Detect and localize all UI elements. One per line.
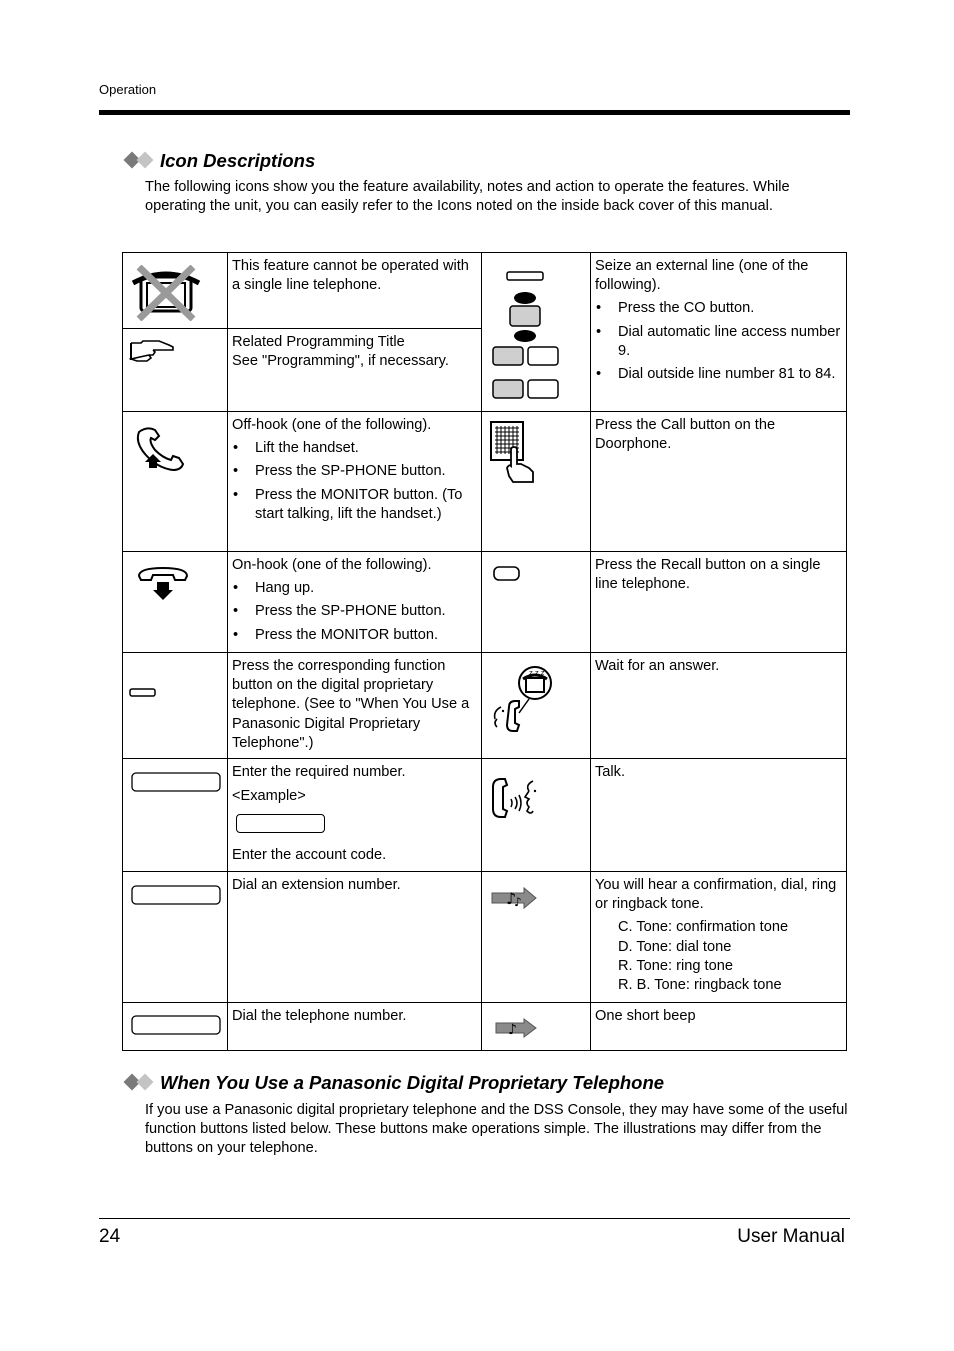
icon-cell	[482, 872, 591, 1003]
description-cell	[228, 872, 482, 1003]
on-hook-icon	[135, 564, 191, 602]
description-cell	[591, 552, 847, 653]
cell-text: Dial an extension number.	[232, 877, 401, 893]
cell-title: You will hear a confirmation, dial, ring or ringback tone.	[595, 877, 837, 913]
table-row	[123, 253, 847, 329]
section-intro: The following icons show you the feature availability, notes and action to operate the features. While operating the unit, you can easily refer to the Icons noted on the inside back cover of this manual.	[145, 179, 790, 215]
icon-cell	[123, 552, 228, 653]
svg-text:♪: ♪	[506, 889, 517, 908]
cell-title: Off-hook (one of the following).	[232, 417, 432, 433]
description-cell	[228, 1003, 482, 1051]
list-item: • Dial outside line number 81 to 84.	[595, 365, 842, 384]
list-item: • Press the MONITOR button.	[232, 626, 477, 645]
page-number: 24	[99, 1226, 121, 1247]
table-row	[123, 759, 847, 872]
pointing-hand-icon	[129, 339, 175, 363]
icon-cell	[482, 412, 591, 552]
confirmation-tone-icon	[490, 886, 538, 910]
icon-cell	[482, 253, 591, 412]
header-rule	[99, 110, 850, 115]
table-row	[123, 412, 847, 552]
telephone-number-box-icon	[131, 1015, 223, 1037]
cell-text: Press the Recall button on a single line telephone.	[595, 557, 821, 593]
function-button-icon	[129, 687, 157, 699]
table-row	[123, 872, 847, 1003]
footer-rule	[99, 1218, 850, 1219]
icon-descriptions-table	[122, 252, 847, 1051]
cell-line: See "Programming", if necessary.	[232, 353, 449, 370]
example-label: <Example>	[232, 788, 306, 805]
list-item: D. Tone: dial tone	[618, 938, 732, 955]
list-item: • Lift the handset.	[232, 439, 477, 458]
icon-cell	[123, 872, 228, 1003]
short-beep-icon	[494, 1017, 538, 1039]
description-cell	[228, 552, 482, 653]
number-entry-box-icon	[131, 772, 223, 794]
icon-cell	[123, 329, 228, 412]
description-cell	[228, 653, 482, 759]
talk-icon	[489, 775, 541, 821]
description-cell	[591, 412, 847, 552]
icon-cell	[482, 1003, 591, 1051]
cell-text: Wait for an answer.	[595, 658, 720, 674]
section-intro: If you use a Panasonic digital proprietary telephone and the DSS Console, they may have some of the useful function buttons listed below. These buttons make operations simple. The illustrations may differ from the buttons on your telephone.	[145, 1102, 848, 1157]
icon-cell	[123, 1003, 228, 1051]
cell-text: Press the Call button on the Doorphone.	[595, 417, 776, 453]
off-hook-icon	[133, 426, 189, 472]
svg-text:z z z: z z z	[529, 669, 545, 677]
icon-cell	[123, 412, 228, 552]
description-cell	[591, 759, 847, 872]
cell-line: Related Programming Title	[232, 334, 405, 350]
list-item: C. Tone: confirmation tone	[618, 919, 789, 936]
cell-text: Dial the telephone number.	[232, 1008, 407, 1024]
bullet-list	[232, 439, 477, 524]
svg-text:♪: ♪	[514, 895, 522, 909]
list-item: • Press the SP-PHONE button.	[232, 602, 477, 621]
icon-cell	[482, 653, 591, 759]
icon-cell	[123, 759, 228, 872]
wait-for-answer-icon	[489, 665, 553, 735]
list-item: • Hang up.	[232, 579, 477, 598]
running-header: Operation	[99, 82, 157, 97]
cell-line: Enter the account code.	[232, 847, 387, 864]
crossed-out-telephone-icon	[131, 265, 201, 321]
description-cell	[591, 872, 847, 1003]
bullet-list	[232, 579, 477, 645]
cell-text: This feature cannot be operated with a single line telephone.	[232, 258, 469, 294]
section-heading-digital-telephone	[123, 1072, 664, 1094]
list-item: • Dial automatic line access number 9.	[595, 323, 842, 361]
icon-cell	[482, 552, 591, 653]
description-cell	[591, 653, 847, 759]
section-heading-icon-descriptions	[123, 150, 315, 172]
list-item: • Press the CO button.	[595, 299, 842, 318]
account-code-box-icon	[236, 814, 325, 833]
doorphone-call-icon	[489, 420, 539, 486]
list-item: R. Tone: ring tone	[618, 957, 733, 974]
icon-cell	[482, 759, 591, 872]
icon-cell	[123, 653, 228, 759]
manual-name: User Manual	[737, 1226, 845, 1247]
cell-title: Seize an external line (one of the following).	[595, 258, 809, 294]
table-row	[123, 653, 847, 759]
icon-cell	[123, 253, 228, 329]
cell-title: On-hook (one of the following).	[232, 557, 432, 573]
bullet-list	[595, 299, 842, 384]
cell-line: Enter the required number.	[232, 764, 406, 780]
description-cell	[228, 412, 482, 552]
section-title: When You Use a Panasonic Digital Proprietary Telephone	[160, 1072, 665, 1093]
table-row	[123, 552, 847, 653]
diamond-bullet-icon	[123, 1073, 157, 1093]
extension-number-box-icon	[131, 885, 223, 907]
cell-text: Press the corresponding function button on the digital proprietary telephone. (See to "When You Use a Panasonic Digital Proprietary Telephone".)	[232, 658, 470, 751]
table-row	[123, 1003, 847, 1051]
list-item: • Press the MONITOR button. (To start talking, lift the handset.)	[232, 486, 477, 524]
co-line-buttons-icon	[490, 269, 565, 403]
cell-text: Talk.	[595, 764, 626, 780]
list-item: • Press the SP-PHONE button.	[232, 462, 477, 481]
description-cell	[228, 329, 482, 412]
description-cell	[591, 1003, 847, 1051]
description-cell	[228, 253, 482, 329]
section-title: Icon Descriptions	[160, 150, 316, 171]
diamond-bullet-icon	[123, 151, 157, 171]
list-item: R. B. Tone: ringback tone	[618, 977, 782, 994]
recall-button-icon	[493, 566, 521, 582]
description-cell	[591, 253, 847, 412]
description-cell	[228, 759, 482, 872]
tone-list	[618, 918, 842, 995]
cell-text: One short beep	[595, 1008, 696, 1024]
svg-text:♪: ♪	[508, 1022, 517, 1038]
